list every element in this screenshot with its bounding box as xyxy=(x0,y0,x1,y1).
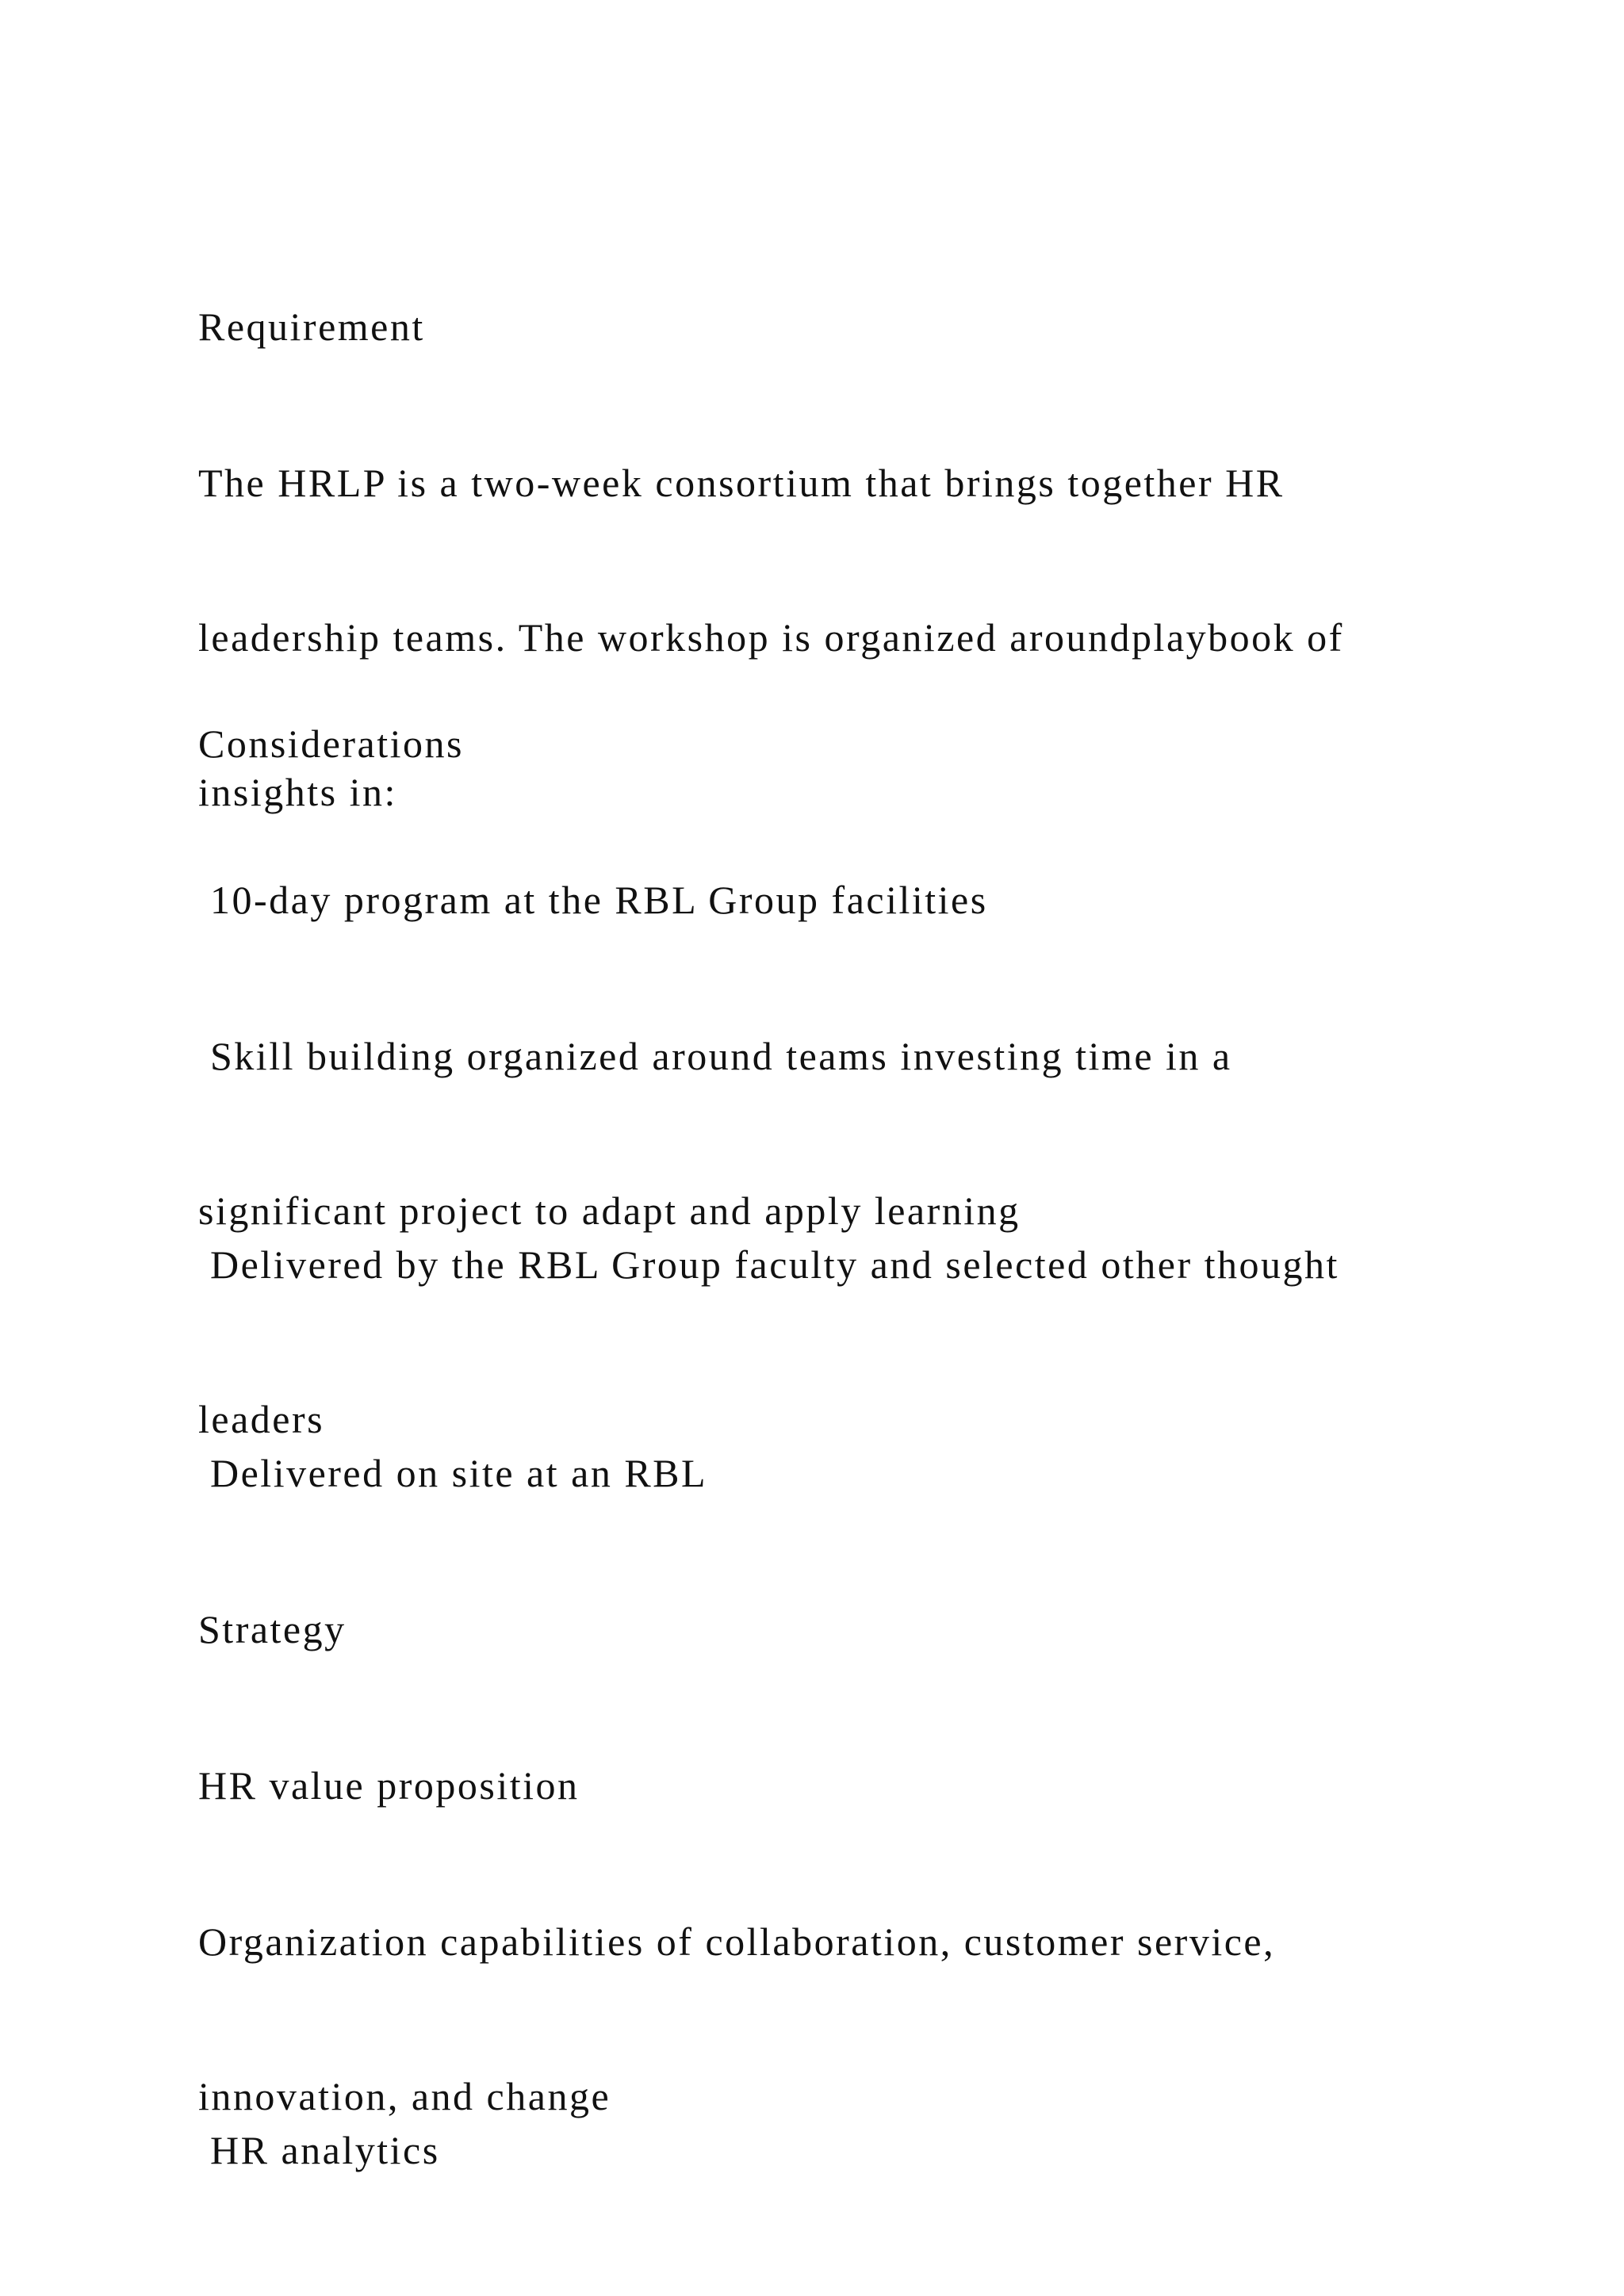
text-line: Requirement xyxy=(198,304,425,349)
text-line: 10-day program at the RBL Group facilities xyxy=(198,878,988,922)
text-line: Organization capabilities of collaboration, customer service, xyxy=(198,1919,1276,1964)
text-line: leaders xyxy=(198,1397,325,1441)
text-line: The HRLP is a two-week consortium that brings together HR xyxy=(198,461,1285,505)
text-line: HR analytics xyxy=(198,2128,440,2172)
paragraph-hr-analytics xyxy=(198,2022,1499,2279)
text-line: significant project to adapt and apply learning xyxy=(198,1188,1021,1233)
text-line: leadership teams. The workshop is organized aroundplaybook of xyxy=(198,615,1344,660)
text-line: Delivered by the RBL Group faculty and selected other thought xyxy=(198,1242,1339,1287)
text-line: HR value proposition xyxy=(198,1763,580,1808)
text-line: Strategy xyxy=(198,1607,347,1651)
text-line: Considerations xyxy=(198,721,464,766)
text-line: Skill building organized around teams investing time in a xyxy=(198,1034,1232,1078)
text-line: Delivered on site at an RBL xyxy=(198,1451,708,1495)
text-line: insights in: xyxy=(198,770,397,814)
text-line: innovation, and change xyxy=(198,2074,611,2118)
